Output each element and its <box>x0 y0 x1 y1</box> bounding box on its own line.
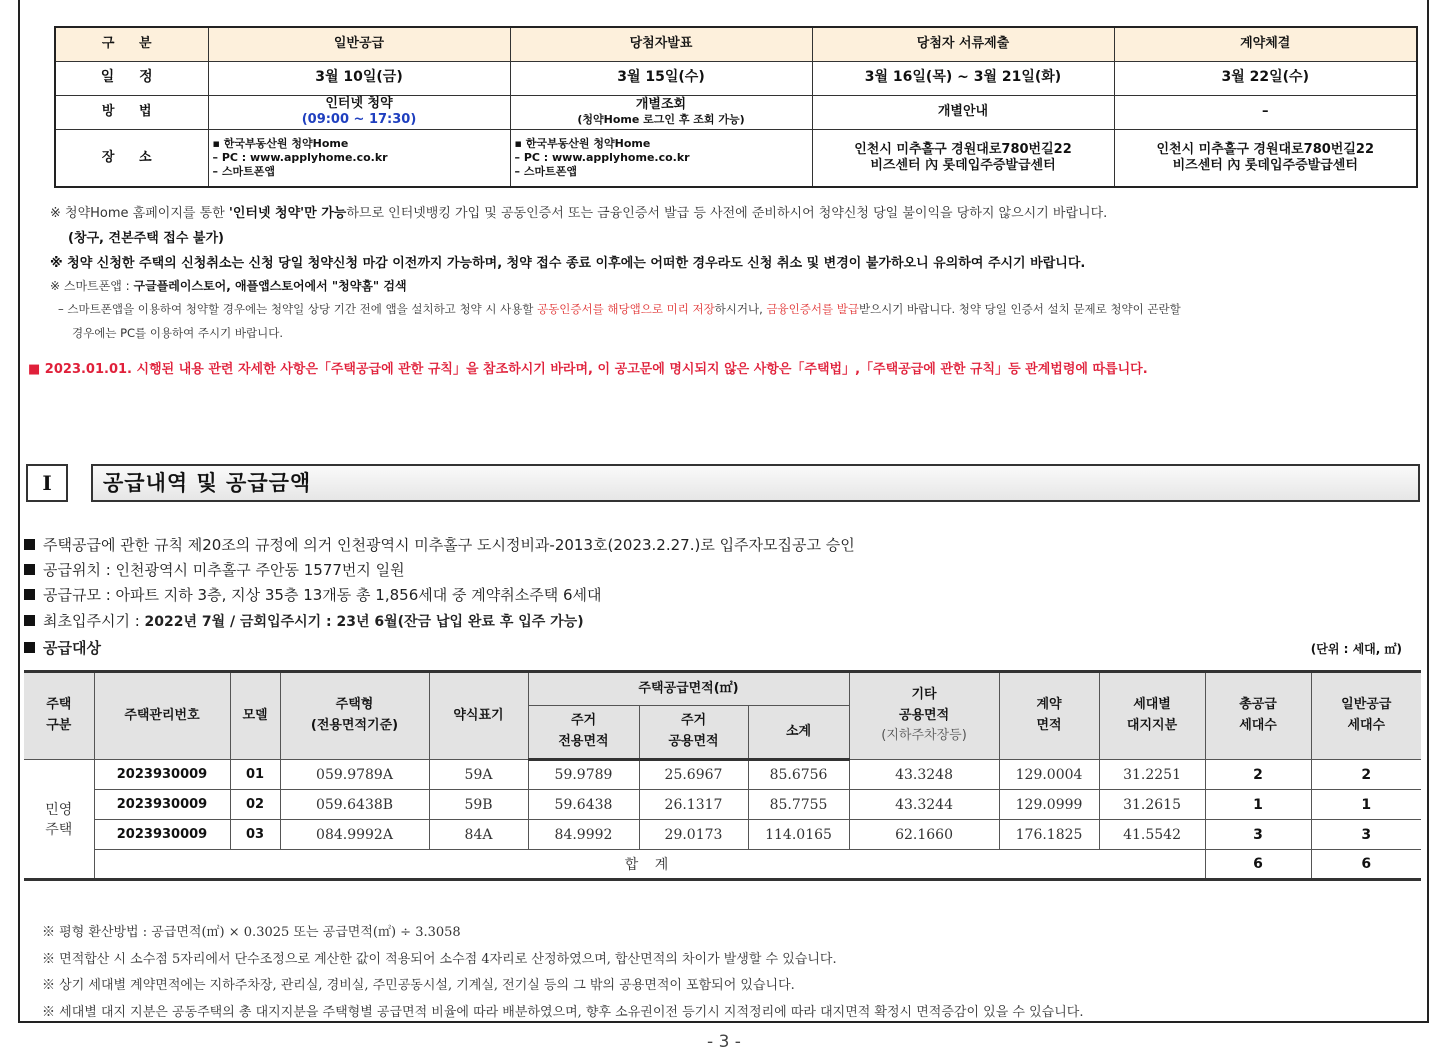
note-emphasis: ※ 청약 신청한 주택의 신청취소는 신청 당일 청약신청 마감 이전까지 가능하며, 청약 접수 종료 이후에는 어떠한 경우라도 신청 취소 및 변경이 불가하오니 유의하여 주시기 바랍니다. <box>50 256 1086 271</box>
footnote: ※ 세대별 대지 지분은 공동주택의 총 대지지분을 주택형별 공급면적 비율에 따라 배분하였으며, 향후 소유권이전 등기시 지적정리에 따라 대지면적 확정시 면적증감이 있을 수 있습니다. <box>42 1005 1084 1020</box>
header-exclusive-area: 주거 전용면적 <box>528 706 639 760</box>
header-housing-type: 주택형 (전용면적기준) <box>280 672 429 760</box>
row-label: 장 소 <box>55 129 208 187</box>
cell-land: 31.2251 <box>1099 760 1205 790</box>
cell-excl: 59.9789 <box>528 760 639 790</box>
date-docs: 3월 16일(목) ~ 3월 21일(화) <box>812 61 1114 95</box>
cell-model: 01 <box>230 760 280 790</box>
note-text: – 스마트폰앱을 이용하여 청약할 경우에는 청약일 상당 기간 전에 앱을 설치하고 청약 시 사용할 <box>58 302 538 316</box>
cell-abbr: 59A <box>429 760 528 790</box>
schedule-header-cell: 당첨자 서류제출 <box>812 27 1114 61</box>
bullet-square-icon <box>24 564 35 575</box>
cell-total: 2 <box>1205 760 1311 790</box>
header-mgmt: 주택관리번호 <box>94 672 230 760</box>
bullet-square-icon <box>24 642 35 653</box>
bullet-square-icon <box>24 539 35 550</box>
note-internet-only <box>50 202 1107 221</box>
cell-mgmt: 2023930009 <box>94 820 230 850</box>
note-emphasis: '인터넷 청약'만 가능 <box>228 206 347 221</box>
row-label: 일 정 <box>55 61 208 95</box>
method-announce-line2: (청약Home 로그인 후 조회 가능) <box>577 113 745 127</box>
note-app-cert <box>58 301 1181 317</box>
cell-sub: 85.6756 <box>748 760 849 790</box>
cell-excl: 59.6438 <box>528 790 639 820</box>
section-title: 공급내역 및 공급금액 <box>91 464 1420 502</box>
note-cancel <box>50 252 1085 271</box>
bullet-text: 최초입주시기 : <box>43 612 145 630</box>
header-model: 모델 <box>230 672 280 760</box>
cell-contract: 176.1825 <box>999 820 1099 850</box>
method-contract: – <box>1114 95 1417 129</box>
bullet-emphasis: 2022년 7월 / 금회입주시기 : 23년 6월(잔금 납입 완료 후 입주 가능) <box>144 614 584 630</box>
table-row <box>24 820 1421 850</box>
cell-general: 1 <box>1311 790 1421 820</box>
schedule-table <box>54 26 1418 188</box>
place-line: 비즈센터 內 롯데입주증발급센터 <box>1172 157 1358 173</box>
schedule-place-row <box>55 129 1417 187</box>
schedule-header-cell: 구 분 <box>55 27 208 61</box>
bullet-move-in <box>24 610 584 631</box>
schedule-header-cell: 일반공급 <box>208 27 510 61</box>
bullet-approval <box>24 534 855 555</box>
page-number: - 3 - <box>707 1032 741 1052</box>
cell-land: 31.2615 <box>1099 790 1205 820</box>
header-total-units: 총공급 세대수 <box>1205 672 1311 760</box>
cell-land: 41.5542 <box>1099 820 1205 850</box>
schedule-header-cell: 당첨자발표 <box>510 27 812 61</box>
footnote: ※ 평형 환산방법 : 공급면적(㎡) × 0.3025 또는 공급면적(㎡) ÷ 3.3058 <box>42 925 461 940</box>
bullet-text: 공급위치 : 인천광역시 미추홀구 주안동 1577번지 일원 <box>43 561 405 579</box>
bullet-text: 공급대상 <box>43 639 101 657</box>
bullet-text: 주택공급에 관한 규칙 제20조의 규정에 의거 인천광역시 미추홀구 도시정비과-2013호(2023.2.27.)로 입주자모집공고 승인 <box>43 536 855 554</box>
cell-model: 03 <box>230 820 280 850</box>
header-abbr: 약식표기 <box>429 672 528 760</box>
schedule-date-row <box>55 61 1417 95</box>
note-red: 금융인증서를 발급 <box>766 302 859 316</box>
cell-htype: 084.9992A <box>280 820 429 850</box>
note-text: 하므로 인터넷뱅킹 가입 및 공동인증서 또는 금융인증서 발급 등 사전에 준비하시어 청약신청 당일 불이익을 당하지 않으시기 바랍니다. <box>346 206 1108 221</box>
place-line: – PC : www.applyhome.co.kr <box>212 150 388 164</box>
method-announce-line1: 개별조회 <box>635 97 687 112</box>
schedule-header-cell: 계약체결 <box>1114 27 1417 61</box>
bullet-scale <box>24 584 601 605</box>
cell-general: 3 <box>1311 820 1421 850</box>
cell-contract: 129.0004 <box>999 760 1099 790</box>
method-general-hours: (09:00 ~ 17:30) <box>301 112 417 127</box>
cell-sub: 114.0165 <box>748 820 849 850</box>
bullet-square-icon <box>24 589 35 600</box>
method-docs: 개별안내 <box>812 95 1114 129</box>
table-row <box>24 790 1421 820</box>
schedule-header-row <box>55 27 1417 61</box>
cell-common: 29.0173 <box>639 820 748 850</box>
place-line: – 스마트폰앱 <box>212 164 275 178</box>
place-line: ▪ 한국부동산원 청약Home <box>212 137 349 151</box>
cell-sub: 85.7755 <box>748 790 849 820</box>
bullet-text: 공급규모 : 아파트 지하 3층, 지상 35층 13개동 총 1,856세대 중 계약취소주택 6세대 <box>43 586 602 604</box>
note-red: 공동인증서를 해당앱으로 미리 저장 <box>537 302 715 316</box>
cell-etc: 43.3244 <box>849 790 999 820</box>
table-row <box>24 760 1421 790</box>
date-general: 3월 10일(금) <box>208 61 510 95</box>
note-text: ※ 스마트폰앱 : <box>50 279 134 293</box>
cell-general: 2 <box>1311 760 1421 790</box>
regulation-notice: ■ 2023.01.01. 시행된 내용 관련 자세한 사항은「주택공급에 관한 규칙」을 참조하시기 바라며, 이 공고문에 명시되지 않은 사항은「주택법」,「주택공급에 관한 규칙」등 관계법령에 따릅니다. <box>28 362 1148 377</box>
place-general <box>208 129 510 187</box>
cell-common: 25.6967 <box>639 760 748 790</box>
place-line: – 스마트폰앱 <box>514 164 577 178</box>
cell-common: 26.1317 <box>639 790 748 820</box>
cell-abbr: 84A <box>429 820 528 850</box>
schedule-method-row <box>55 95 1417 129</box>
note-text: 경우에는 PC를 이용하여 주시기 바랍니다. <box>72 326 283 340</box>
unit-label: (단위 : 세대, ㎡) <box>1310 642 1402 656</box>
sum-label: 합 계 <box>94 850 1205 880</box>
header-general-units: 일반공급 세대수 <box>1311 672 1421 760</box>
method-general <box>208 95 510 129</box>
note-emphasis: (창구, 견본주택 접수 불가) <box>68 231 224 246</box>
cell-htype: 059.9789A <box>280 760 429 790</box>
place-docs <box>812 129 1114 187</box>
sum-general: 6 <box>1311 850 1421 880</box>
place-line: 인천시 미추홀구 경원대로780번길22 <box>854 141 1072 157</box>
header-subtotal: 소계 <box>748 706 849 760</box>
method-general-line1: 인터넷 청약 <box>325 95 393 111</box>
header-etc-line: (지하주차장등) <box>881 728 967 744</box>
bullet-supply-target <box>24 637 101 658</box>
cell-excl: 84.9992 <box>528 820 639 850</box>
note-app-pc <box>72 325 283 341</box>
header-etc-common <box>849 672 999 760</box>
method-announce <box>510 95 812 129</box>
note-text: ※ 청약Home 홈페이지를 통한 <box>50 206 229 221</box>
date-announce: 3월 15일(수) <box>510 61 812 95</box>
header-area-group: 주택공급면적(㎡) <box>528 672 849 706</box>
footnote: ※ 면적합산 시 소수점 5자리에서 단수조정으로 계산한 값이 적용되어 소수점 4자리로 산정하였으며, 합산면적의 차이가 발생할 수 있습니다. <box>42 952 837 967</box>
header-type: 주택 구분 <box>24 672 94 760</box>
place-contract <box>1114 129 1417 187</box>
header-common-area: 주거 공용면적 <box>639 706 748 760</box>
cell-total: 3 <box>1205 820 1311 850</box>
sum-total: 6 <box>1205 850 1311 880</box>
cell-mgmt: 2023930009 <box>94 760 230 790</box>
cell-abbr: 59B <box>429 790 528 820</box>
place-line: – PC : www.applyhome.co.kr <box>514 150 690 164</box>
bullet-location <box>24 559 405 580</box>
note-no-counter <box>68 227 224 246</box>
cell-model: 02 <box>230 790 280 820</box>
supply-table <box>24 670 1421 881</box>
cell-htype: 059.6438B <box>280 790 429 820</box>
header-contract-area: 계약 면적 <box>999 672 1099 760</box>
place-line: 비즈센터 內 롯데입주증발급센터 <box>870 157 1056 173</box>
row-label: 방 법 <box>55 95 208 129</box>
header-etc-line: 공용면적 <box>898 707 950 723</box>
cell-etc: 62.1660 <box>849 820 999 850</box>
note-emphasis: 구글플레이스토어, 애플앱스토어에서 "청약홈" 검색 <box>133 279 407 293</box>
section-number: I <box>26 464 68 502</box>
header-land-share: 세대별 대지지분 <box>1099 672 1205 760</box>
note-smartphone-app <box>50 277 407 294</box>
place-line: 인천시 미추홀구 경원대로780번길22 <box>1156 141 1375 157</box>
cell-contract: 129.0999 <box>999 790 1099 820</box>
supply-header-row <box>24 672 1421 706</box>
place-line: ▪ 한국부동산원 청약Home <box>514 137 651 151</box>
footnote: ※ 상기 세대별 계약면적에는 지하주차장, 관리실, 경비실, 주민공동시설, 기계실, 전기실 등의 그 밖의 공용면적이 포함되어 있습니다. <box>42 978 795 993</box>
note-text: 받으시기 바랍니다. 청약 당일 인증서 설치 문제로 청약이 곤란할 <box>858 302 1181 316</box>
cell-mgmt: 2023930009 <box>94 790 230 820</box>
place-announce <box>510 129 812 187</box>
bullet-square-icon <box>24 615 35 626</box>
group-label: 민영 주택 <box>24 760 94 880</box>
date-contract: 3월 22일(수) <box>1114 61 1417 95</box>
cell-total: 1 <box>1205 790 1311 820</box>
note-text: 하시거나, <box>714 302 767 316</box>
cell-etc: 43.3248 <box>849 760 999 790</box>
table-sum-row <box>24 850 1421 880</box>
header-etc-line: 기타 <box>911 686 937 702</box>
